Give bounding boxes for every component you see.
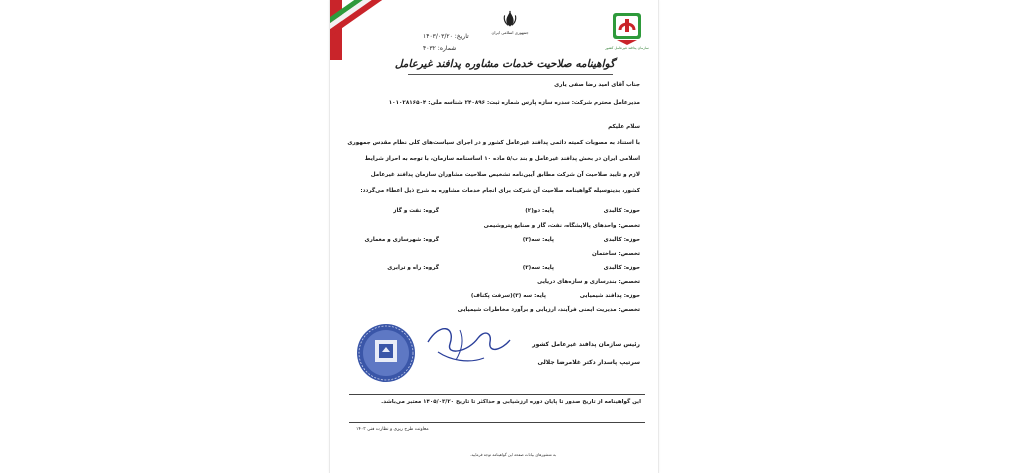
- title-underline: [408, 74, 613, 75]
- domain-2: حوزه: کالبدی: [603, 237, 640, 243]
- level-2: پایه: سه(۳): [522, 237, 554, 243]
- passive-defense-logo-icon: [612, 12, 642, 46]
- issue-date: تاریخ: ۱۴۰۳/۰۳/۲۰: [423, 33, 469, 40]
- body-line-2: اسلامی ایران در بخش پدافند غیرعامل و بند ب/۵ ماده ۱۰ اساسنامه سازمان، با توجه به احراز شرایط: [364, 156, 640, 162]
- department-text: معاونت طرح ریزی و نظارت فنی ۱۴۰۳: [356, 427, 429, 432]
- flag-ribbon: [329, 0, 419, 37]
- addressee: جناب آقای امید رضا صفی یاری: [554, 82, 640, 88]
- domain-3: حوزه: کالبدی: [603, 265, 640, 271]
- validity-text: این گواهینامه از تاریخ صدور تا پایان دوره ارزشیابی و حداکثر تا تاریخ ۱۴۰۵/۰۳/۲۰ معتبر می‌باشد.: [381, 399, 641, 405]
- level-4: پایه: سه (۳)(سرفت پکناف): [470, 293, 546, 299]
- signature-icon: [420, 320, 515, 375]
- domain-4: حوزه: پدافند شیمیایی: [579, 293, 640, 299]
- body-line-1: با استناد به مصوبات کمیته دائمی پدافند غیرعامل کشور و در اجرای سیاست‌های کلی نظام مقدس جمهوری: [347, 140, 640, 146]
- group-2: گروه: شهرسازی و معماری: [364, 237, 439, 243]
- domain-1: حوزه: کالبدی: [603, 208, 640, 214]
- official-seal-icon: [355, 322, 417, 384]
- level-1: پایه: دو(۲): [525, 208, 554, 214]
- government-label: جمهوری اسلامی ایران: [491, 30, 529, 35]
- body-line-4: کشور، بدینوسیله گواهینامه صلاحیت آن شرکت برای انجام خدمات مشاوره به شرح ذیل اعطاء می‌گردد:: [360, 188, 640, 194]
- signatory-title: رئیس سازمان پدافند غیرعامل کشور: [532, 341, 640, 348]
- greeting: سلام علیکم: [608, 124, 640, 130]
- specialty-1: تخصص: واحدهای پالایشگاه، نفت، گاز و صنایع پتروشیمی: [483, 223, 640, 229]
- level-3: پایه: سه(۳): [522, 265, 554, 271]
- specialty-4: تخصص: مدیریت ایمنی فرآیند، ارزیابی و برآورد مخاطرات شیمیایی: [457, 307, 640, 313]
- certificate-number: شماره: ۴۰۳۲: [423, 45, 457, 52]
- bottom-note: به منشورهای بیانات صفحه این گواهینامه توجه فرمایید.: [470, 452, 557, 457]
- body-line-3: لازم و تایید صلاحیت آن شرکت مطابق آیین‌نامه تشخیص صلاحیت مشاوران سازمان پدافند غیرعامل: [370, 172, 640, 178]
- group-3: گروه: راه و ترابری: [387, 265, 439, 271]
- specialty-3: تخصص: بندرسازی و سازه‌های دریایی: [537, 279, 640, 285]
- signatory-name: سرتیپ پاسدار دکتر غلامرضا جلالی: [537, 359, 640, 366]
- iran-emblem-icon: [501, 10, 519, 28]
- organization-name: سازمان پدافند غیرعامل کشور: [605, 46, 649, 50]
- group-1: گروه: نفت و گاز: [393, 208, 439, 214]
- specialty-2: تخصص: ساختمان: [591, 251, 640, 257]
- company-details: مدیرعامل محترم شرکت: سدره سازه پارس شماره ثبت: ۲۴۰۸۹۶ شناسه ملی: ۱۰۱۰۲۸۱۶۵۰۴: [388, 100, 640, 106]
- certificate-title: گواهینامه صلاحیت خدمات مشاوره پدافند غیرعامل: [394, 58, 615, 70]
